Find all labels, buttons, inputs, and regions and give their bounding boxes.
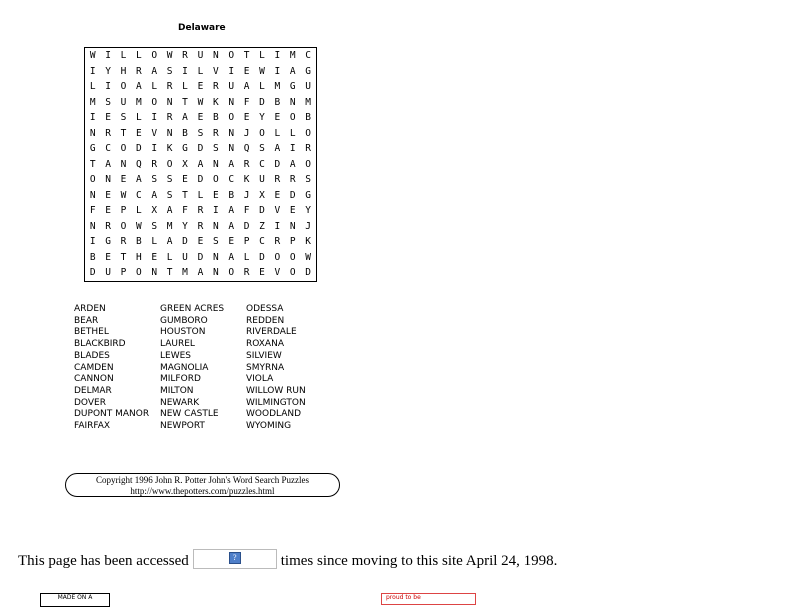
- grid-letter: R: [120, 236, 127, 247]
- grid-letter: C: [136, 189, 142, 201]
- grid-letter: O: [305, 158, 312, 170]
- grid-letter: A: [289, 158, 296, 170]
- grid-letter: B: [212, 112, 219, 123]
- grid-letter: U: [182, 251, 188, 263]
- word-list-item: REDDEN: [246, 315, 285, 326]
- grid-letter: R: [274, 236, 281, 247]
- grid-letter: F: [89, 205, 96, 216]
- grid-letter: T: [120, 127, 127, 139]
- page-title: Delaware: [178, 23, 226, 33]
- grid-row: [85, 79, 316, 95]
- grid-letter: P: [120, 267, 127, 278]
- grid-letter: J: [305, 220, 312, 232]
- grid-letter: L: [274, 127, 281, 139]
- grid-letter: X: [151, 205, 158, 216]
- grid-letter: D: [136, 143, 142, 154]
- grid-letter: I: [182, 65, 188, 77]
- grid-letter: I: [89, 112, 96, 123]
- grid-letter: L: [89, 81, 96, 92]
- counter-text-before: This page has been accessed: [18, 552, 189, 569]
- grid-letter: S: [212, 143, 219, 154]
- grid-row: [85, 157, 316, 173]
- grid-letter: I: [274, 220, 281, 232]
- proud-badge[interactable]: proud to be: [381, 593, 476, 605]
- grid-letter: M: [289, 50, 296, 61]
- grid-letter: S: [305, 174, 312, 185]
- grid-letter: E: [136, 127, 142, 139]
- grid-letter: A: [289, 65, 296, 77]
- word-list-item: LAUREL: [160, 339, 195, 350]
- grid-letter: O: [259, 127, 265, 139]
- grid-letter: E: [228, 236, 235, 247]
- grid-letter: D: [274, 158, 281, 170]
- word-list-item: ROXANA: [246, 339, 284, 350]
- word-list-item: BEAR: [74, 315, 99, 326]
- grid-letter: B: [228, 189, 235, 201]
- grid-letter: R: [197, 220, 204, 232]
- word-list-item: WILLOW RUN: [246, 385, 306, 396]
- grid-letter: I: [89, 65, 96, 77]
- grid-letter: K: [166, 143, 173, 154]
- grid-letter: D: [89, 267, 96, 278]
- grid-letter: R: [166, 81, 173, 92]
- grid-letter: D: [243, 220, 250, 232]
- grid-letter: U: [105, 267, 111, 278]
- grid-letter: Y: [305, 205, 312, 216]
- grid-letter: H: [136, 251, 142, 263]
- grid-letter: G: [305, 189, 312, 201]
- grid-letter: P: [289, 236, 296, 247]
- grid-letter: V: [212, 65, 219, 77]
- grid-letter: G: [289, 81, 296, 92]
- grid-letter: L: [136, 112, 142, 123]
- grid-letter: E: [105, 112, 111, 123]
- grid-row: [85, 188, 316, 204]
- word-list-item: SILVIEW: [246, 350, 282, 361]
- grid-letter: E: [243, 65, 250, 77]
- grid-letter: A: [151, 65, 158, 77]
- word-list-item: WOODLAND: [246, 409, 302, 420]
- grid-letter: O: [289, 267, 296, 278]
- grid-letter: N: [289, 220, 296, 232]
- grid-letter: M: [166, 220, 173, 232]
- grid-letter: A: [228, 251, 235, 263]
- grid-letter: L: [197, 189, 204, 201]
- grid-letter: W: [197, 96, 204, 108]
- grid-letter: R: [197, 205, 204, 216]
- grid-letter: O: [151, 50, 158, 61]
- grid-letter: O: [120, 81, 127, 92]
- grid-letter: R: [289, 174, 296, 185]
- grid-letter: B: [89, 251, 96, 263]
- grid-letter: O: [136, 267, 142, 278]
- grid-letter: S: [166, 174, 173, 185]
- grid-letter: L: [151, 81, 158, 92]
- grid-letter: B: [274, 96, 281, 108]
- grid-letter: E: [105, 205, 111, 216]
- grid-letter: W: [166, 50, 173, 61]
- grid-letter: N: [212, 50, 219, 61]
- grid-letter: T: [182, 189, 188, 201]
- grid-row: [85, 141, 316, 157]
- word-list-item: BLACKBIRD: [74, 339, 126, 350]
- grid-letter: G: [89, 143, 96, 154]
- grid-letter: S: [259, 143, 265, 154]
- grid-letter: L: [197, 65, 204, 77]
- grid-letter: R: [136, 65, 142, 77]
- grid-letter: E: [197, 236, 204, 247]
- grid-letter: R: [166, 112, 173, 123]
- word-list-column-3: [246, 304, 306, 433]
- grid-letter: L: [182, 81, 188, 92]
- grid-letter: A: [228, 158, 235, 170]
- grid-letter: R: [105, 127, 111, 139]
- grid-letter: D: [259, 96, 265, 108]
- word-list-column-1: [74, 304, 149, 433]
- grid-letter: U: [197, 50, 204, 61]
- grid-letter: C: [259, 236, 265, 247]
- grid-letter: K: [305, 236, 312, 247]
- word-list-item: CANNON: [74, 374, 114, 385]
- grid-letter: R: [243, 267, 250, 278]
- word-search-grid: [84, 47, 317, 282]
- grid-letter: O: [89, 174, 96, 185]
- grid-letter: L: [136, 205, 142, 216]
- grid-letter: E: [182, 174, 188, 185]
- grid-letter: E: [212, 189, 219, 201]
- grid-letter: D: [182, 236, 188, 247]
- grid-letter: N: [228, 127, 235, 139]
- grid-letter: O: [228, 267, 235, 278]
- word-list-item: WILMINGTON: [246, 397, 306, 408]
- grid-letter: U: [228, 81, 235, 92]
- grid-letter: E: [243, 112, 250, 123]
- grid-letter: E: [197, 81, 204, 92]
- word-list-item: MAGNOLIA: [160, 362, 209, 373]
- grid-letter: O: [212, 174, 219, 185]
- grid-letter: T: [182, 96, 188, 108]
- grid-row: [85, 126, 316, 142]
- grid-letter: V: [274, 267, 281, 278]
- grid-letter: A: [197, 267, 204, 278]
- grid-letter: R: [212, 127, 219, 139]
- grid-letter: C: [105, 143, 111, 154]
- grid-letter: E: [120, 174, 127, 185]
- word-list-item: LEWES: [160, 350, 191, 361]
- grid-row: [85, 172, 316, 188]
- grid-row: [85, 110, 316, 126]
- word-list-item: DELMAR: [74, 385, 112, 396]
- grid-letter: D: [289, 189, 296, 201]
- grid-letter: L: [166, 251, 173, 263]
- grid-letter: W: [89, 50, 96, 61]
- word-list-item: MILFORD: [160, 374, 201, 385]
- grid-letter: S: [212, 236, 219, 247]
- grid-letter: Z: [259, 220, 265, 232]
- grid-letter: M: [182, 267, 188, 278]
- grid-letter: L: [151, 236, 158, 247]
- grid-letter: N: [212, 251, 219, 263]
- grid-letter: F: [243, 96, 250, 108]
- grid-letter: E: [274, 189, 281, 201]
- word-list-column-2: [160, 304, 224, 433]
- grid-letter: R: [305, 143, 312, 154]
- grid-letter: T: [89, 158, 96, 170]
- grid-letter: N: [212, 158, 219, 170]
- grid-row: [85, 95, 316, 111]
- grid-letter: V: [274, 205, 281, 216]
- grid-letter: G: [182, 143, 188, 154]
- grid-letter: G: [105, 236, 111, 247]
- grid-letter: L: [259, 81, 265, 92]
- grid-letter: D: [197, 143, 204, 154]
- word-list-item: RIVERDALE: [246, 327, 297, 338]
- grid-letter: S: [120, 112, 127, 123]
- grid-letter: V: [151, 127, 158, 139]
- word-list-item: NEW CASTLE: [160, 409, 219, 420]
- grid-letter: F: [182, 205, 188, 216]
- grid-letter: I: [89, 236, 96, 247]
- grid-letter: Q: [136, 158, 142, 170]
- grid-letter: N: [166, 96, 173, 108]
- grid-letter: B: [305, 112, 312, 123]
- grid-letter: O: [166, 158, 173, 170]
- grid-letter: C: [259, 158, 265, 170]
- grid-letter: H: [120, 65, 127, 77]
- grid-letter: N: [166, 127, 173, 139]
- grid-letter: O: [305, 127, 312, 139]
- grid-letter: Y: [105, 65, 111, 77]
- grid-letter: E: [259, 267, 265, 278]
- grid-letter: I: [151, 143, 158, 154]
- grid-letter: T: [166, 267, 173, 278]
- grid-row: [85, 234, 316, 250]
- grid-letter: S: [151, 174, 158, 185]
- grid-letter: S: [166, 65, 173, 77]
- word-list-item: MILTON: [160, 385, 194, 396]
- grid-letter: N: [212, 267, 219, 278]
- word-list-item: BETHEL: [74, 327, 109, 338]
- grid-letter: L: [136, 50, 142, 61]
- grid-letter: N: [120, 158, 127, 170]
- word-list-item: GUMBORO: [160, 315, 208, 326]
- grid-letter: E: [151, 251, 158, 263]
- word-list-item: CAMDEN: [74, 362, 114, 373]
- word-list-item: NEWPORT: [160, 421, 205, 432]
- grid-letter: W: [120, 189, 127, 201]
- grid-letter: U: [120, 96, 127, 108]
- grid-letter: M: [89, 96, 96, 108]
- grid-letter: P: [120, 205, 127, 216]
- broken-image-icon: ?: [229, 552, 241, 564]
- grid-letter: L: [120, 50, 127, 61]
- word-list-item: GREEN ACRES: [160, 304, 225, 314]
- counter-text-after: times since moving to this site April 24, 1998.: [280, 552, 558, 569]
- word-list-item: HOUSTON: [160, 327, 206, 338]
- grid-letter: K: [212, 96, 219, 108]
- word-list-item: VIOLA: [246, 374, 274, 385]
- grid-letter: N: [228, 143, 235, 154]
- grid-letter: N: [228, 96, 235, 108]
- grid-letter: O: [120, 220, 127, 232]
- grid-letter: D: [197, 251, 204, 263]
- grid-row: [85, 219, 316, 235]
- grid-letter: T: [120, 251, 127, 263]
- grid-letter: C: [228, 174, 235, 185]
- made-on-a-badge[interactable]: MADE ON A: [40, 593, 110, 607]
- grid-letter: C: [305, 50, 312, 61]
- grid-letter: F: [243, 205, 250, 216]
- grid-letter: N: [89, 189, 96, 201]
- grid-letter: L: [289, 127, 296, 139]
- grid-letter: M: [305, 96, 312, 108]
- grid-row: [85, 203, 316, 219]
- grid-letter: S: [197, 127, 204, 139]
- grid-letter: D: [259, 205, 265, 216]
- grid-letter: L: [259, 50, 265, 61]
- grid-letter: A: [182, 112, 188, 123]
- grid-letter: A: [166, 205, 173, 216]
- grid-letter: D: [197, 174, 204, 185]
- grid-letter: O: [289, 251, 296, 263]
- grid-letter: I: [274, 50, 281, 61]
- grid-letter: R: [182, 50, 188, 61]
- grid-letter: P: [243, 236, 250, 247]
- grid-letter: W: [136, 220, 142, 232]
- grid-letter: D: [259, 251, 265, 263]
- grid-letter: A: [166, 236, 173, 247]
- word-list-item: DUPONT MANOR: [74, 409, 150, 420]
- grid-letter: K: [243, 174, 250, 185]
- grid-letter: O: [228, 112, 235, 123]
- grid-row: [85, 250, 316, 266]
- grid-letter: S: [105, 96, 111, 108]
- grid-letter: I: [228, 65, 235, 77]
- grid-letter: N: [212, 220, 219, 232]
- grid-letter: A: [136, 174, 142, 185]
- grid-letter: S: [166, 189, 173, 201]
- grid-letter: R: [212, 81, 219, 92]
- grid-letter: O: [151, 96, 158, 108]
- grid-letter: W: [259, 65, 265, 77]
- grid-letter: A: [228, 220, 235, 232]
- grid-letter: A: [243, 81, 250, 92]
- grid-letter: I: [289, 143, 296, 154]
- grid-letter: A: [136, 81, 142, 92]
- grid-letter: N: [89, 127, 96, 139]
- grid-letter: R: [274, 174, 281, 185]
- grid-letter: A: [105, 158, 111, 170]
- grid-letter: E: [274, 112, 281, 123]
- grid-letter: M: [274, 81, 281, 92]
- word-list-item: DOVER: [74, 397, 106, 408]
- grid-letter: N: [105, 174, 111, 185]
- grid-letter: J: [243, 127, 250, 139]
- word-list-item: NEWARK: [160, 397, 200, 408]
- grid-letter: U: [259, 174, 265, 185]
- grid-letter: A: [228, 205, 235, 216]
- grid-row: [85, 48, 316, 64]
- grid-letter: I: [274, 65, 281, 77]
- grid-letter: A: [151, 189, 158, 201]
- access-counter-line: [18, 551, 557, 571]
- grid-letter: O: [274, 251, 281, 263]
- grid-letter: I: [151, 112, 158, 123]
- grid-letter: I: [105, 50, 111, 61]
- grid-letter: R: [105, 220, 111, 232]
- grid-letter: Y: [259, 112, 265, 123]
- grid-letter: J: [243, 189, 250, 201]
- grid-letter: T: [243, 50, 250, 61]
- word-list-item: ODESSA: [246, 304, 284, 314]
- grid-letter: S: [151, 220, 158, 232]
- grid-letter: R: [243, 158, 250, 170]
- grid-letter: M: [136, 96, 142, 108]
- grid-letter: E: [105, 189, 111, 201]
- grid-letter: G: [305, 65, 312, 77]
- grid-letter: W: [305, 251, 312, 263]
- copyright-box[interactable]: [65, 473, 340, 497]
- grid-letter: R: [151, 158, 158, 170]
- grid-letter: I: [212, 205, 219, 216]
- grid-letter: A: [197, 158, 204, 170]
- grid-letter: E: [105, 251, 111, 263]
- hit-counter-image: [193, 549, 277, 569]
- grid-letter: B: [136, 236, 142, 247]
- word-list-item: WYOMING: [246, 421, 292, 432]
- word-list-item: ARDEN: [74, 304, 106, 314]
- copyright-text: Copyright 1996 John R. Potter John's Word Search Puzzles: [96, 475, 309, 485]
- grid-letter: A: [274, 143, 281, 154]
- grid-row: [85, 265, 316, 281]
- grid-row: [85, 64, 316, 80]
- grid-letter: U: [305, 81, 312, 92]
- grid-letter: B: [182, 127, 188, 139]
- word-list-item: SMYRNA: [246, 362, 285, 373]
- grid-letter: Y: [182, 220, 188, 232]
- grid-letter: N: [289, 96, 296, 108]
- grid-letter: O: [228, 50, 235, 61]
- grid-letter: D: [305, 267, 312, 278]
- grid-letter: X: [259, 189, 265, 201]
- word-list-item: FAIRFAX: [74, 421, 111, 432]
- puzzles-link[interactable]: http://www.thepotters.com/puzzles.html: [130, 486, 275, 496]
- grid-letter: L: [243, 251, 250, 263]
- grid-letter: I: [105, 81, 111, 92]
- grid-letter: Q: [243, 143, 250, 154]
- grid-letter: E: [289, 205, 296, 216]
- grid-letter: O: [289, 112, 296, 123]
- grid-letter: O: [120, 143, 127, 154]
- grid-letter: E: [197, 112, 204, 123]
- word-list-item: BLADES: [74, 350, 110, 361]
- grid-letter: N: [151, 267, 158, 278]
- grid-letter: X: [182, 158, 188, 170]
- grid-letter: N: [89, 220, 96, 232]
